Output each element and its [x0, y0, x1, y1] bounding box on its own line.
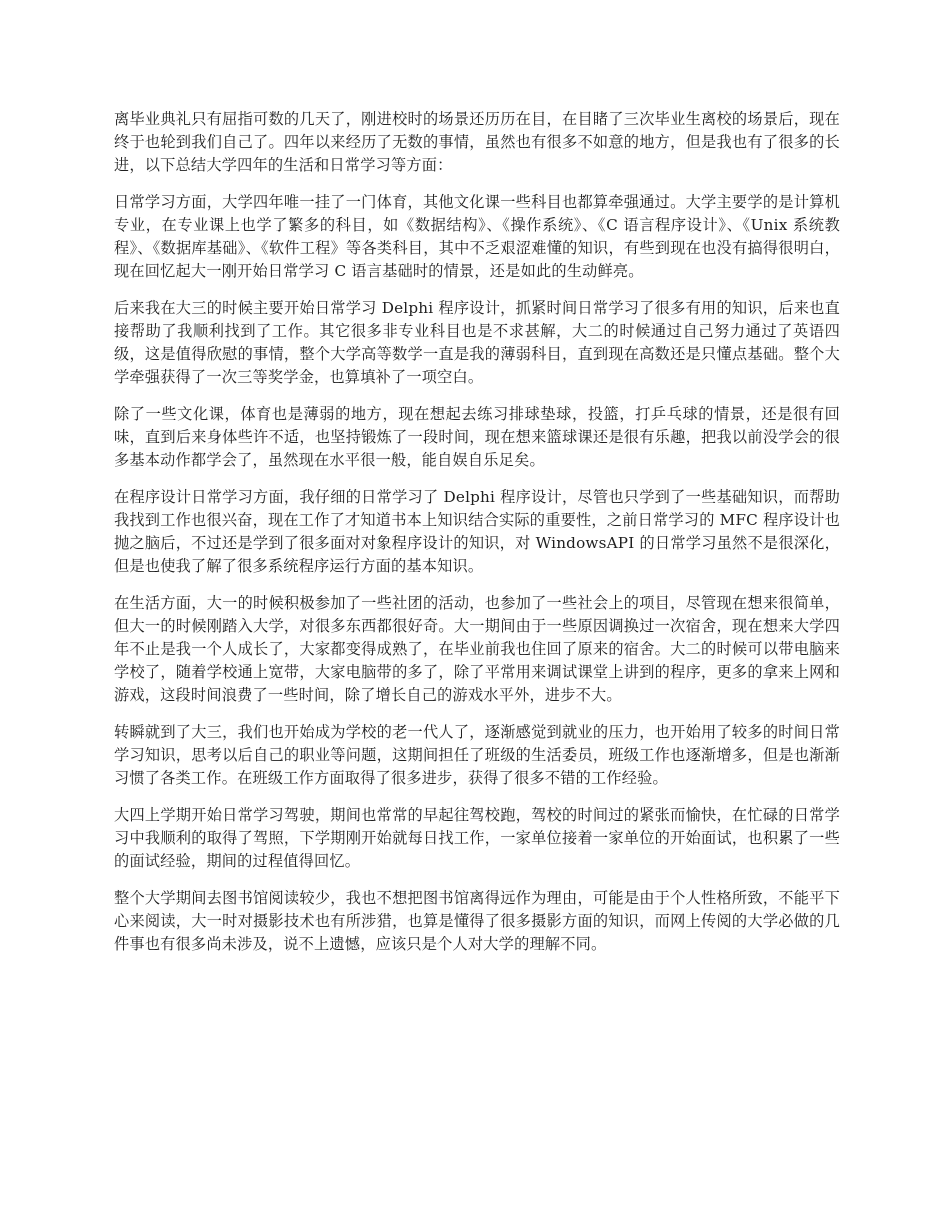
paragraph-life: 在生活方面，大一的时候积极参加了一些社团的活动，也参加了一些社会上的项目，尽管现在想来很简单，但大一的时候刚踏入大学，对很多东西都很好奇。大一期间由于一些原因调换过一次宿舍，现在想来大学四年不止是我一个人成长了，大家都变得成熟了，在毕业前我也住回了原来的宿舍。大二的时候可以带电脑来学校了，随着学校通上宽带，大家电脑带的多了，除了平常用来调试课堂上讲到的程序，更多的拿来上网和游戏，这段时间浪费了一些时间，除了增长自己的游戏水平外，进步不大。 — [114, 594, 840, 704]
paragraph-sports: 除了一些文化课，体育也是薄弱的地方，现在想起去练习排球垫球，投篮，打乒乓球的情景，还是很有回味，直到后来身体些许不适，也坚持锻炼了一段时间，现在想来篮球课还是很有乐趣，把我以前没学会的很多基本动作都学会了，虽然现在水平很一般，能自娱自乐足矣。 — [114, 405, 840, 469]
paragraph-delphi: 后来我在大三的时候主要开始日常学习 Delphi 程序设计，抓紧时间日常学习了很多有用的知识，后来也直接帮助了我顺利找到了工作。其它很多非专业科目也是不求甚解，大二的时候通过自己努力通过了英语四级，这是值得欣慰的事情，整个大学高等数学一直是我的薄弱科目，直到现在高数还是只懂点基础。整个大学牵强获得了一次三等奖学金，也算填补了一项空白。 — [114, 299, 840, 386]
paragraph-programming: 在程序设计日常学习方面，我仔细的日常学习了 Delphi 程序设计，尽管也只学到了一些基础知识，而帮助我找到工作也很兴奋，现在工作了才知道书本上知识结合实际的重要性，之前日常学习的 MFC 程序设计也抛之脑后，不过还是学到了很多面对对象程序设计的知识，对 WindowsAPI 的日常学习虽然不是很深化，但是也使我了解了很多系统程序运行方面的基本知识。 — [114, 488, 840, 575]
paragraph-library: 整个大学期间去图书馆阅读较少，我也不想把图书馆离得远作为理由，可能是由于个人性格所致，不能平下心来阅读，大一时对摄影技术也有所涉猎，也算是懂得了很多摄影方面的知识，而网上传阅的大学必做的几件事也有很多尚未涉及，说不上遗憾，应该只是个人对大学的理解不同。 — [114, 889, 840, 953]
paragraph-study: 日常学习方面，大学四年唯一挂了一门体育，其他文化课一些科目也都算牵强通过。大学主要学的是计算机专业，在专业课上也学了繁多的科目，如《数据结构》、《操作系统》、《C 语言程序设计》、《Unix 系统教程》、《数据库基础》、《软件工程》等各类科目，其中不乏艰涩难懂的知识，有些到现在也没有搞得很明白，现在回忆起大一刚开始日常学习 C 语言基础时的情景，还是如此的生动鲜亮。 — [114, 193, 840, 280]
paragraph-senior-year: 大四上学期开始日常学习驾驶，期间也常常的早起往驾校跑，驾校的时间过的紧张而愉快，在忙碌的日常学习中我顺利的取得了驾照，下学期刚开始就每日找工作，一家单位接着一家单位的开始面试，也积累了一些的面试经验，期间的过程值得回忆。 — [114, 806, 840, 870]
document-body — [114, 108, 840, 970]
paragraph-intro: 离毕业典礼只有屈指可数的几天了，刚进校时的场景还历历在目，在目睹了三次毕业生离校的场景后，现在终于也轮到我们自己了。四年以来经历了无数的事情，虽然也有很多不如意的地方，但是我也有了很多的长进，以下总结大学四年的生活和日常学习等方面： — [114, 110, 840, 174]
paragraph-junior-year: 转瞬就到了大三，我们也开始成为学校的老一代人了，逐渐感觉到就业的压力，也开始用了较多的时间日常学习知识，思考以后自己的职业等问题，这期间担任了班级的生活委员，班级工作也逐渐增多，但是也渐渐习惯了各类工作。在班级工作方面取得了很多进步，获得了很多不错的工作经验。 — [114, 723, 840, 787]
